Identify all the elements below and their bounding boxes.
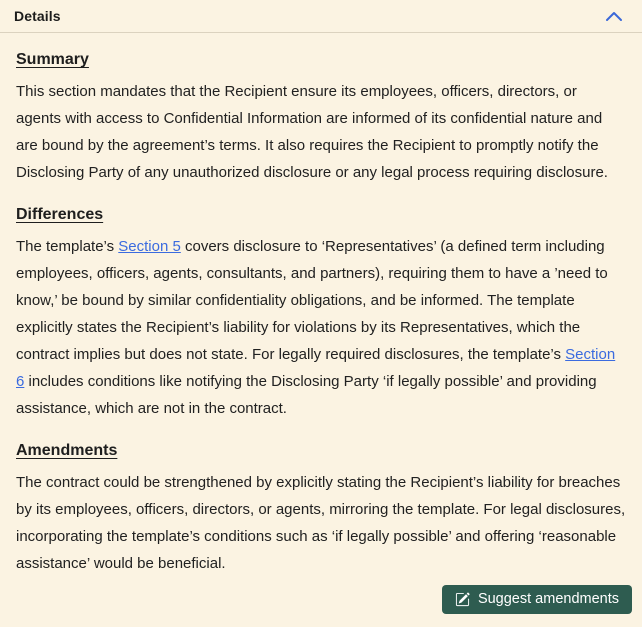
section-heading: Summary <box>16 51 89 68</box>
section-differences <box>16 206 626 422</box>
paragraph-text: The template’s <box>16 238 119 255</box>
chevron-up-icon <box>604 9 624 23</box>
section-paragraph <box>16 78 626 186</box>
section-heading: Amendments <box>16 442 118 459</box>
section-paragraph <box>16 469 626 577</box>
section-heading: Differences <box>16 206 104 223</box>
section-paragraph <box>16 233 626 422</box>
panel-title: Details <box>14 8 61 24</box>
paragraph-text: The contract could be strengthened by explicitly stating the Recipient’s liability for breaches by its employees, officers, directors, or agents, mirroring the template. For legal disclosures, incorporating the template’s conditions such as ‘if legally possible’ and offering ‘reasonable assistance’ would be beneficial. <box>16 474 626 572</box>
paragraph-text: includes conditions like notifying the Disclosing Party ‘if legally possible’ and providing assistance, which are not in the contract. <box>16 373 597 417</box>
details-panel-footer <box>0 577 642 627</box>
collapse-button[interactable] <box>602 7 626 25</box>
suggest-amendments-button[interactable] <box>442 585 632 614</box>
suggest-amendments-label: Suggest amendments <box>477 591 619 607</box>
paragraph-text: covers disclosure to ‘Representatives’ (a defined term including employees, officers, agents, consultants, and partners), requiring them to have a ’need to know,’ be bound by similar confidentiality obligations, and be informed. The template explicitly states the Recipient’s liability for violations by its Representatives, which the contract implies but does not state. For legally required disclosures, the template’s <box>16 238 608 363</box>
details-panel-body <box>0 33 642 577</box>
section-amendments <box>16 442 626 577</box>
section-5-link[interactable]: Section 5 <box>118 238 181 255</box>
details-panel-header[interactable] <box>0 0 642 33</box>
paragraph-text: This section mandates that the Recipient ensure its employees, officers, directors, or agents with access to Confidential Information are informed of its confidential nature and are bound by the agreement’s terms. It also requires the Recipient to promptly notify the Disclosing Party of any unauthorized disclosure or any legal process requiring disclosure. <box>16 83 608 181</box>
section-6-link[interactable]: Section 6 <box>16 346 616 390</box>
section-summary <box>16 51 626 186</box>
pencil-square-icon <box>455 592 470 607</box>
